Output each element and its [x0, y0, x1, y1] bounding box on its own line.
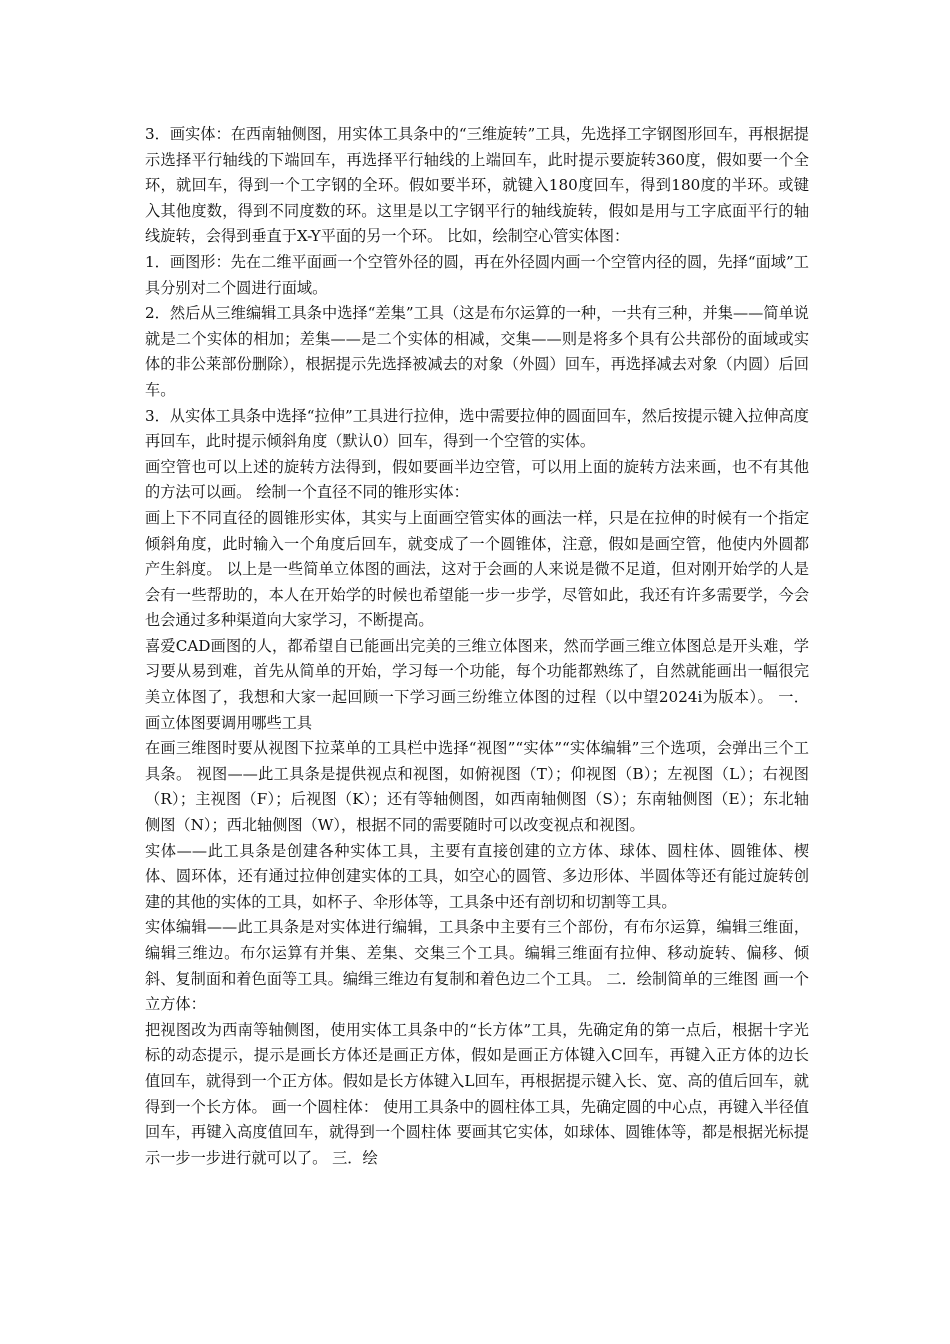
- paragraph-view-toolbar: 在画三维图时要从视图下拉菜单的工具栏中选择“视图”“实体”“实体编辑”三个选项，会弹出三个工具条。 视图——此工具条是提供视点和视图，如俯视图（T）；仰视图（B）；左视图（L）；右视图（R）；主视图（F）；后视图（K）；还有等轴侧图，如西南轴侧图（S）；东南轴侧图（E）；东北轴侧图（N）；西北轴侧图（W），根据不同的需要随时可以改变视点和视图。: [145, 739, 809, 835]
- paragraph-extrude: 3．从实体工具条中选择“拉伸”工具进行拉伸，选中需要拉伸的圆面回车，然后按提示键入拉伸高度再回车，此时提示倾斜角度（默认0）回车，得到一个空管的实体。: [145, 406, 809, 451]
- document-body: [145, 122, 809, 1171]
- paragraph-subtract: 2．然后从三维编辑工具条中选择“差集”工具（这是布尔运算的一种，一共有三种，并集——简单说就是二个实体的相加；差集——是二个实体的相减，交集——则是将多个具有公共部份的面域或实体的非公莱部份删除），根据提示先选择被减去的对象（外圆）回车，再选择减去对象（内圆）后回车。: [145, 304, 809, 399]
- paragraph-solid-toolbar: 实体——此工具条是创建各种实体工具，主要有直接创建的立方体、球体、圆柱体、圆锥体、楔体、圆环体，还有通过拉伸创建实体的工具，如空心的圆管、多边形体、半圆体等还有能过旋转创建的其他的实体的工具，如杯子、伞形体等，工具条中还有剖切和切割等工具。: [145, 841, 809, 911]
- paragraph-draw-shapes: 1．画图形：先在二维平面画一个空管外径的圆，再在外径圆内画一个空管内径的圆，先择“面域”工具分别对二个圆进行面域。: [145, 252, 809, 297]
- paragraph-rotate-solid: 3．画实体：在西南轴侧图，用实体工具条中的“三维旋转”工具，先选择工字钢图形回车，再根据提示选择平行轴线的下端回车，再选择平行轴线的上端回车，此时提示要旋转360度，假如要一个全环，就回车，得到一个工字钢的全环。假如要半环，就键入180度回车，得到180度的半环。或键入其他度数，得到不同度数的环。这里是以工字钢平行的轴线旋转，假如是用与工字底面平行的轴线旋转，会得到垂直于X-Y平面的另一个环。 比如，绘制空心管实体图：: [145, 125, 809, 246]
- paragraph-hollow-pipe: 画空管也可以上述的旋转方法得到，假如要画半边空管，可以用上面的旋转方法来画，也不有其他的方法可以画。 绘制一个直径不同的锥形实体：: [145, 457, 809, 502]
- paragraph-cube-cylinder: 把视图改为西南等轴侧图，使用实体工具条中的“长方体”工具，先确定角的第一点后，根据十字光标的动态提示，提示是画长方体还是画正方体，假如是画正方体键入C回车，再键入正方体的边长值回车，就得到一个正方体。假如是长方体键入L回车，再根据提示键入长、宽、高的值后回车，就得到一个长方体。 画一个圆柱体： 使用工具条中的圆柱体工具，先确定圆的中心点，再键入半径值回车，再键入高度值回车，就得到一个圆柱体 要画其它实体，如球体、圆锥体等，都是根据光标提示一步一步进行就可以了。 三．绘: [145, 1020, 809, 1167]
- paragraph-solid-edit-toolbar: 实体编辑——此工具条是对实体进行编辑，工具条中主要有三个部份，有布尔运算，编辑三维面，编辑三维边。布尔运算有并集、差集、交集三个工具。编辑三维面有拉伸、移动旋转、偏移、倾斜、复制面和着色面等工具。编缉三维边有复制和着色边二个工具。 二．绘制简单的三维图 画一个立方体：: [145, 918, 809, 1014]
- paragraph-cone: 画上下不同直径的圆锥形实体，其实与上面画空管实体的画法一样，只是在拉伸的时候有一个指定倾斜角度，此时输入一个角度后回车，就变成了一个圆锥体，注意，假如是画空管，他使内外圆都产生斜度。 以上是一些简单立体图的画法，这对于会画的人来说是微不足道，但对刚开始学的人是会有一些帮助的，本人在开始学的时候也希望能一步一步学，尽管如此，我还有许多需要学，今会也会通过多种渠道向大家学习，不断提高。: [145, 508, 809, 630]
- paragraph-intro-cad: 喜爱CAD画图的人，都希望自已能画出完美的三维立体图来，然而学画三维立体图总是开头难，学习要从易到难，首先从简单的开始，学习每一个功能，每个功能都熟练了，自然就能画出一幅很完美立体图了，我想和大家一起回顾一下学习画三纷维立体图的过程（以中望2024i为版本）。 一． 画立体图要调用哪些工具: [145, 636, 809, 732]
